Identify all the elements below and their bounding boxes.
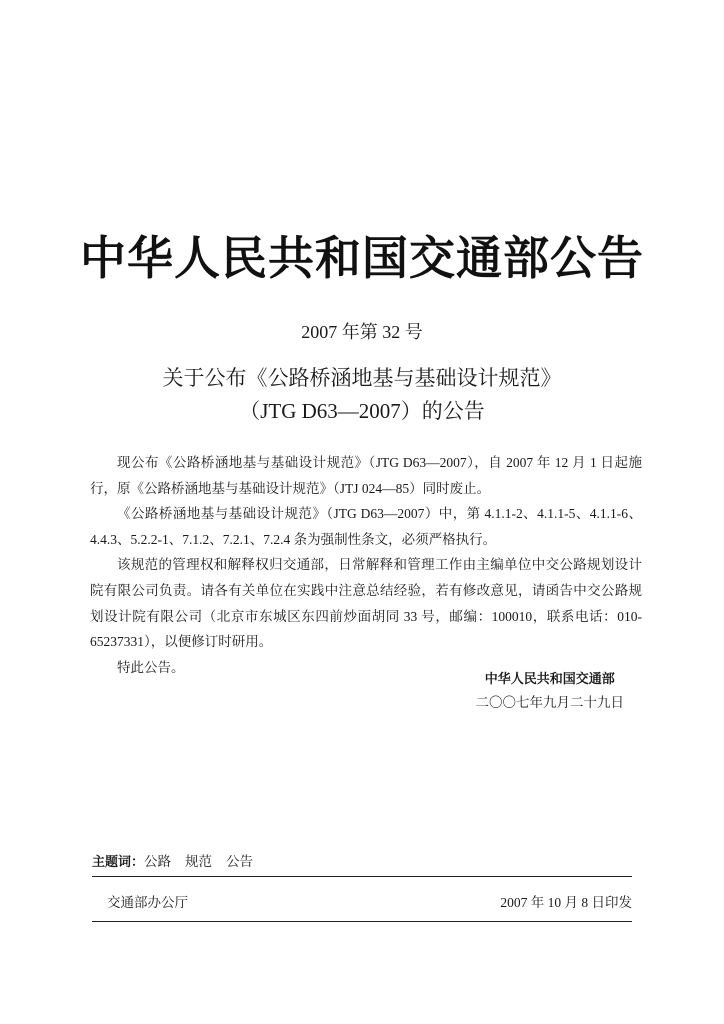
body-paragraph: 特此公告。	[117, 659, 185, 675]
signing-organization: 中华人民共和国交通部	[484, 672, 615, 687]
subject-line-2: （JTG D63—2007）的公告	[239, 399, 485, 423]
subject-line-1: 关于公布《公路桥涵地基与基础设计规范》	[162, 366, 562, 390]
announcement-subject	[0, 362, 724, 428]
keyword-item: 规范	[185, 854, 213, 869]
divider-top	[92, 876, 632, 877]
divider-bottom	[92, 921, 632, 922]
body-paragraph: 《公路桥涵地基与基础设计规范》（JTG D63—2007）中，第 4.1.1-2、4.1.1-5、4.1.1-6、4.4.3、5.2.2-1、7.1.2、7.2.1、7.2.4 条为强制性条文，必须严格执行。	[90, 506, 642, 547]
issuing-office: 交通部办公厅	[107, 895, 188, 910]
announcement-body	[90, 450, 642, 680]
document-number: 2007 年第 32 号	[301, 322, 423, 342]
keywords-line	[92, 850, 253, 870]
print-date: 2007 年 10 月 8 日印发	[500, 895, 632, 910]
keyword-item: 公路	[144, 854, 172, 869]
body-paragraph: 该规范的管理权和解释权归交通部，日常解释和管理工作由主编单位中交公路规划设计院有限公司负责。请各有关单位在实践中注意总结经验，若有修改意见，请函告中交公路规划设计院有限公司（北京市东城区东四前炒面胡同 33 号，邮编：100010，联系电话：010-65237331），以便修订时研用。	[90, 557, 642, 650]
signing-date: 二〇〇七年九月二十九日	[475, 695, 624, 710]
body-paragraph: 现公布《公路桥涵地基与基础设计规范》（JTG D63—2007），自 2007 年 12 月 1 日起施行，原《公路桥涵地基与基础设计规范》（JTJ 024—85）同时废止。	[90, 455, 642, 496]
keywords-label: 主题词：	[92, 855, 145, 870]
page-title: 中华人民共和国交通部公告	[80, 231, 644, 285]
signature-block	[476, 668, 625, 714]
keyword-item: 公告	[226, 854, 254, 869]
